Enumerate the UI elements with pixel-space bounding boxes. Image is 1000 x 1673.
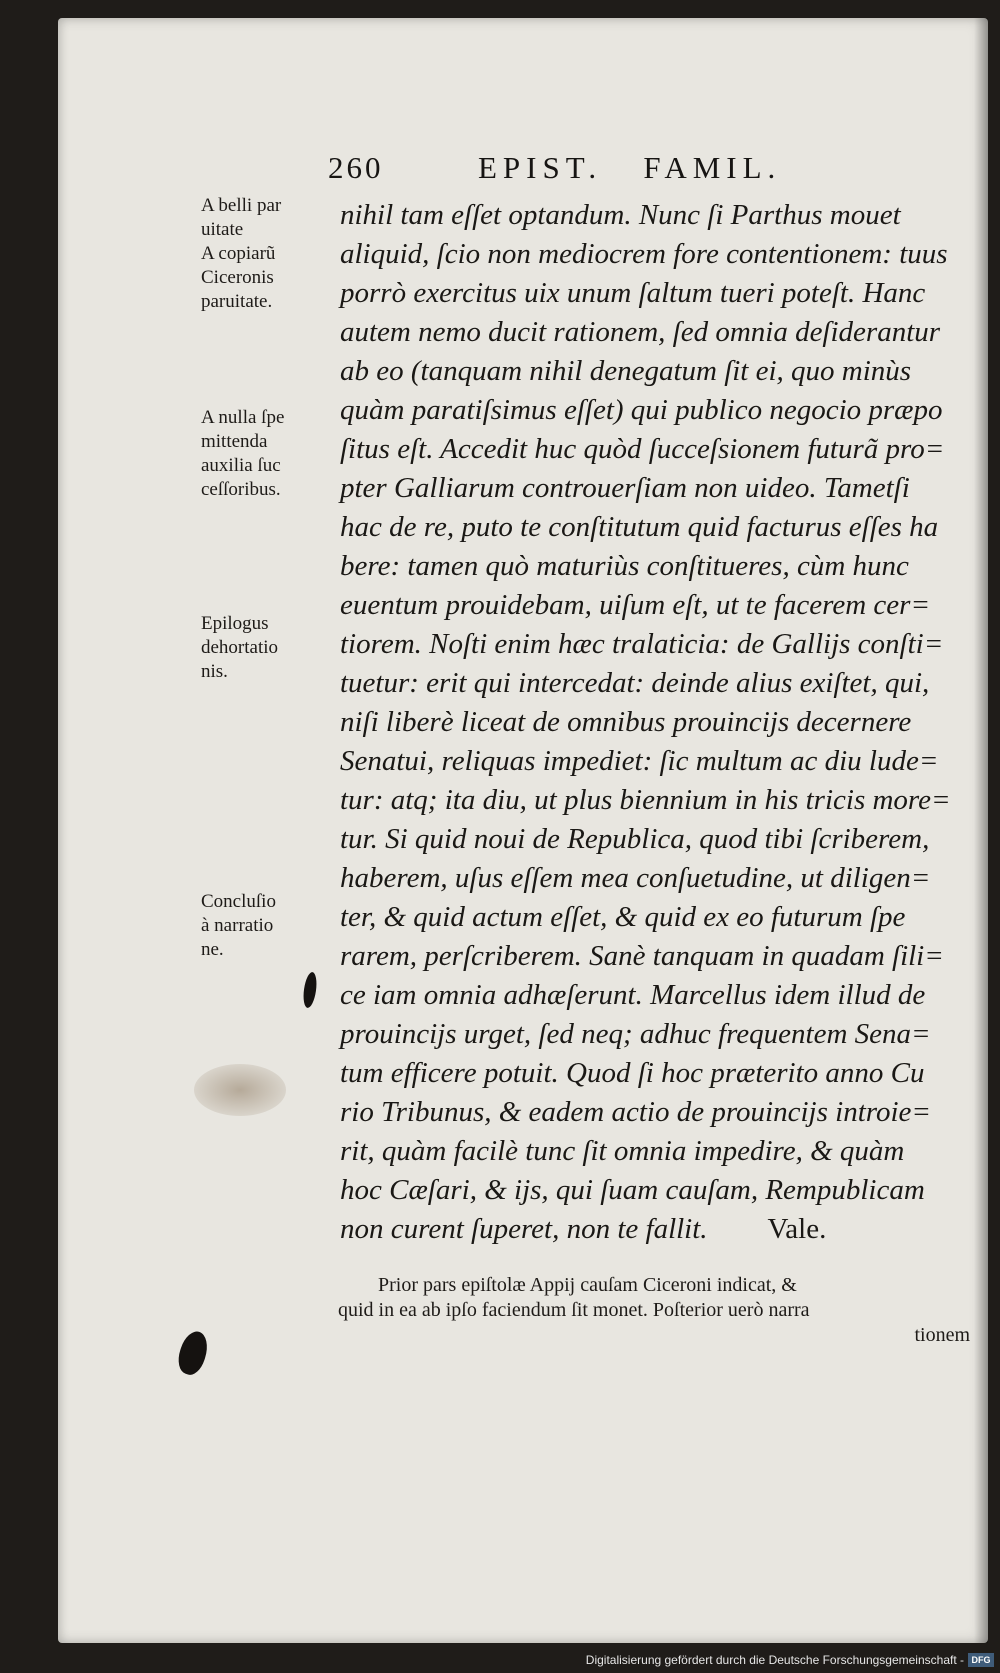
text-line: rio Tribunus, & eadem actio de prouincijs introie= xyxy=(340,1096,931,1128)
text-line: tur. Si quid noui de Republica, quod tibi ſcriberem, xyxy=(340,823,930,855)
text-line: hac de re, puto te conſtitutum quid facturus eſſes ha xyxy=(340,511,939,543)
paper-stain xyxy=(194,1064,286,1116)
text-line: haberem, uſus eſſem mea conſuetudine, ut diligen= xyxy=(340,862,931,894)
text-line: quàm paratiſsimus eſſet) qui publico negocio præpo xyxy=(340,394,943,426)
text-line: ce iam omnia adhæſerunt. Marcellus idem illud de xyxy=(340,979,926,1011)
margin-note-line: Concluſio xyxy=(201,891,276,912)
page-number: 260 xyxy=(328,150,384,185)
page-header xyxy=(328,150,868,190)
text-line: pter Galliarum controuerſiam non uideo. Tametſi xyxy=(340,472,910,504)
text-line: niſi liberè liceat de omnibus prouincijs decernere xyxy=(340,706,912,738)
ink-blot-small xyxy=(302,971,319,1008)
margin-note-line: Ciceronis xyxy=(201,267,274,288)
text-line: ſitus eſt. Accedit huc quòd ſucceſsionem futurã pro= xyxy=(340,433,945,465)
text-line: ter, & quid actum eſſet, & quid ex eo futurum ſpe xyxy=(340,901,906,933)
book-page xyxy=(58,18,988,1643)
margin-note xyxy=(201,194,281,314)
margin-note-line: mittenda xyxy=(201,431,268,452)
margin-note-line: auxilia ſuc xyxy=(201,455,281,476)
text-line: Senatui, reliquas impediet: ſic multum ac diu lude= xyxy=(340,745,939,777)
margin-note xyxy=(201,612,278,684)
text-line: tum efficere potuit. Quod ſi hoc præterito anno Cu xyxy=(340,1057,925,1089)
argument-line: Prior pars epiſtolæ Appij cauſam Ciceroni indicat, & xyxy=(378,1274,797,1296)
text-line: bere: tamen quò maturiùs conſtitueres, cùm hunc xyxy=(340,550,909,582)
margin-note-line: ne. xyxy=(201,939,224,960)
text-line: nihil tam eſſet optandum. Nunc ſi Parthus mouet xyxy=(340,199,901,231)
footer-credit: Digitalisierung gefördert durch die Deutsche Forschungsgemeinschaft - xyxy=(585,1653,964,1667)
ink-blot xyxy=(174,1328,212,1378)
margin-note-line: uitate xyxy=(201,219,244,240)
text-line: rit, quàm facilè tunc ſit omnia impedire, & quàm xyxy=(340,1135,905,1167)
text-line: tiorem. Noſti enim hæc tralaticia: de Gallijs conſti= xyxy=(340,628,944,660)
text-line: porrò exercitus uix unum ſaltum tueri poteſt. Hanc xyxy=(340,277,926,309)
text-line: ab eo (tanquam nihil denegatum ſit ei, quo minùs xyxy=(340,355,912,387)
margin-note-line: ceſſoribus. xyxy=(201,479,281,500)
text-line: tur: atq; ita diu, ut plus biennium in his tricis more= xyxy=(340,784,951,816)
margin-note-line: nis. xyxy=(201,661,228,682)
dfg-logo: DFG xyxy=(968,1653,994,1667)
margin-note xyxy=(201,406,284,502)
running-head: EPIST. FAMIL. xyxy=(478,150,782,185)
margin-note xyxy=(201,890,276,962)
margin-note-line: A nulla ſpe xyxy=(201,407,285,428)
margin-note-line: dehortatio xyxy=(201,637,279,658)
text-line: hoc Cæſari, & ijs, qui ſuam cauſam, Rempublicam xyxy=(340,1174,925,1206)
text-line: tuetur: erit qui intercedat: deinde alius exiſtet, qui, xyxy=(340,667,930,699)
letter-body xyxy=(340,196,1000,1249)
text-line: euentum prouidebam, uiſum eſt, ut te facerem cer= xyxy=(340,589,931,621)
margin-note-line: A belli par xyxy=(201,195,282,216)
text-line xyxy=(340,1210,1000,1249)
digitization-footer xyxy=(0,1649,1000,1673)
text-line: autem nemo ducit rationem, ſed omnia deſiderantur xyxy=(340,316,941,348)
text-line: rarem, perſcriberem. Sanè tanquam in quadam ſili= xyxy=(340,940,944,972)
text-line: aliquid, ſcio non mediocrem fore contentionem: tuus xyxy=(340,238,948,270)
margin-note-line: A copiarũ xyxy=(201,243,276,264)
text-line: prouincijs urget, ſed neq; adhuc frequentem Sena= xyxy=(340,1018,931,1050)
text-line-content: non curent ſuperet, non te fallit. xyxy=(340,1213,708,1245)
argument-line: quid in ea ab ipſo faciendum ſit monet. Poſterior uerò narra xyxy=(338,1299,810,1321)
margin-note-line: paruitate. xyxy=(201,291,273,312)
argument-line: tionem xyxy=(914,1324,970,1346)
closing-vale: Vale. xyxy=(767,1213,827,1245)
margin-note-line: Epilogus xyxy=(201,613,269,634)
margin-note-line: à narratio xyxy=(201,915,274,936)
argument-note xyxy=(338,1273,998,1348)
